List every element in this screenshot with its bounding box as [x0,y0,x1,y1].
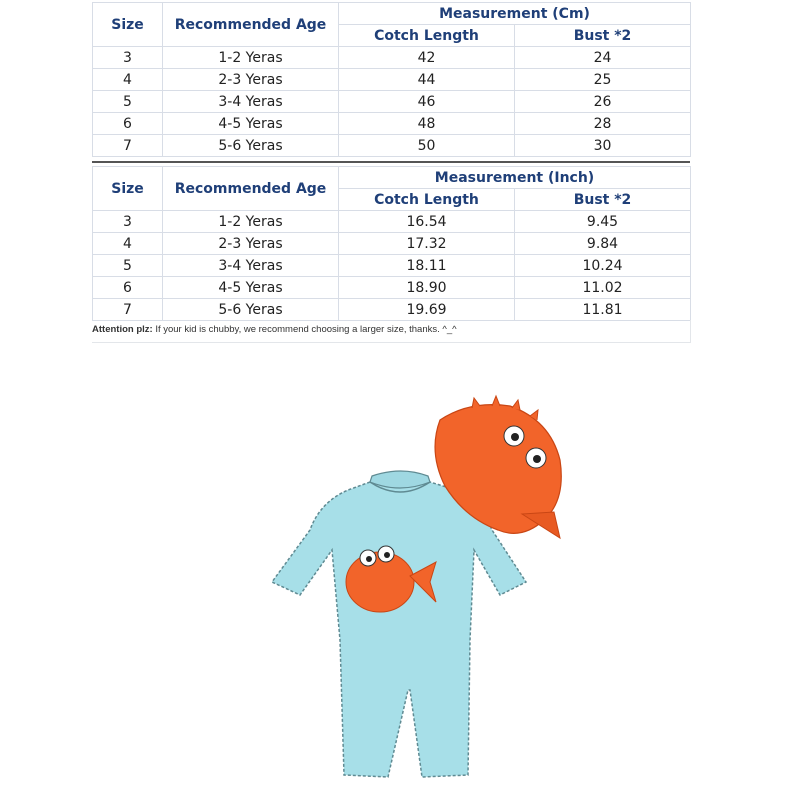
table-row [93,299,691,321]
cell-bust: 26 [515,91,691,113]
attention-text: If your kid is chubby, we recommend choosing a larger size, thanks. ^_^ [152,324,457,335]
cell-age: 2-3 Yeras [163,69,339,91]
table-inch [92,166,691,321]
table-row [93,277,691,299]
table-row [93,211,691,233]
cell-bust: 28 [515,113,691,135]
cell-bust: 9.84 [515,233,691,255]
cell-length: 18.90 [339,277,515,299]
attention-label: Attention plz: [92,324,153,335]
cell-age: 3-4 Yeras [163,255,339,277]
cell-size: 7 [93,135,163,157]
cell-length: 17.32 [339,233,515,255]
header-age: Recommended Age [163,3,339,47]
cell-length: 19.69 [339,299,515,321]
header-length: Cotch Length [339,25,515,47]
table-row [93,47,691,69]
table-row [93,113,691,135]
cell-size: 3 [93,211,163,233]
table-row [93,69,691,91]
cell-bust: 11.02 [515,277,691,299]
cell-age: 3-4 Yeras [163,91,339,113]
cell-size: 6 [93,277,163,299]
attention-note [92,324,692,335]
table-row [93,233,691,255]
cell-age: 5-6 Yeras [163,299,339,321]
table-divider [92,161,690,163]
cell-bust: 24 [515,47,691,69]
header-measurement: Measurement (Cm) [339,3,691,25]
cell-age: 4-5 Yeras [163,113,339,135]
table-cm [92,2,691,157]
cell-bust: 9.45 [515,211,691,233]
cell-age: 4-5 Yeras [163,277,339,299]
size-table-inch [92,166,690,321]
cell-size: 5 [93,255,163,277]
header-bust: Bust *2 [515,25,691,47]
cell-bust: 30 [515,135,691,157]
cell-size: 6 [93,113,163,135]
size-table-cm [92,2,690,157]
cell-bust: 25 [515,69,691,91]
header-bust: Bust *2 [515,189,691,211]
cell-length: 48 [339,113,515,135]
table-row [93,255,691,277]
cell-age: 2-3 Yeras [163,233,339,255]
cell-age: 1-2 Yeras [163,211,339,233]
product-photo [260,390,580,790]
cell-length: 16.54 [339,211,515,233]
header-length: Cotch Length [339,189,515,211]
cell-bust: 11.81 [515,299,691,321]
cell-bust: 10.24 [515,255,691,277]
cell-age: 5-6 Yeras [163,135,339,157]
cell-length: 18.11 [339,255,515,277]
cell-size: 3 [93,47,163,69]
cell-size: 7 [93,299,163,321]
cell-length: 42 [339,47,515,69]
cell-length: 50 [339,135,515,157]
header-measurement: Measurement (Inch) [339,167,691,189]
cell-age: 1-2 Yeras [163,47,339,69]
cell-length: 44 [339,69,515,91]
header-size: Size [93,3,163,47]
cell-size: 4 [93,233,163,255]
cell-size: 5 [93,91,163,113]
table-row [93,91,691,113]
cell-size: 4 [93,69,163,91]
cell-length: 46 [339,91,515,113]
header-size: Size [93,167,163,211]
table-row [93,135,691,157]
header-age: Recommended Age [163,167,339,211]
